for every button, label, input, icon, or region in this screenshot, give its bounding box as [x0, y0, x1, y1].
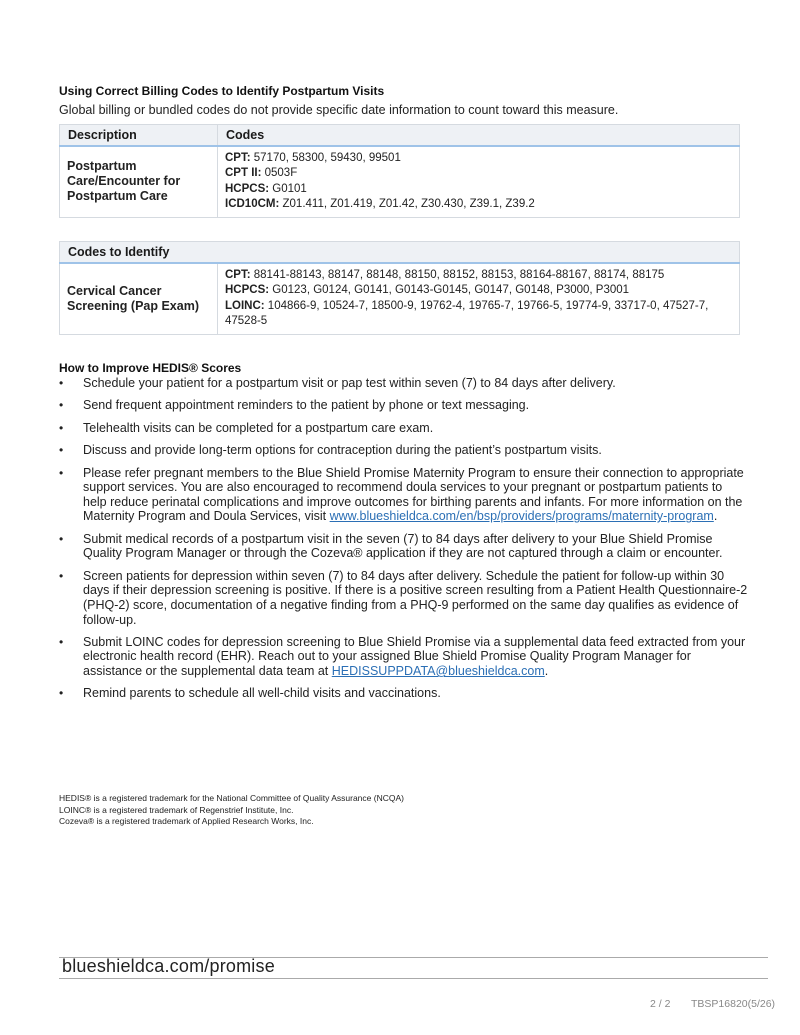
billing-intro: Global billing or bundled codes do not provide specific date information to count toward this measure. — [59, 103, 619, 117]
list-item: • Screen patients for depression within seven (7) to 84 days after delivery. Schedule the patient for follow-up within 30 days if their depression screening is positive. If there is a positive screen resulting from a Patient Health Questionnaire-2 (PHQ-2) score, documentation of a negative finding from a PHQ-9 performed on the same day qualifies as evidence of follow-up. — [59, 568, 748, 627]
bullet-icon: • — [59, 465, 64, 480]
bullet-icon: • — [59, 376, 64, 390]
list-item: • Please refer pregnant members to the Blue Shield Promise Maternity Program to ensure their connection to appropriate support services. You are also encouraged to recommend doula services to your pregnant or postpartum patients to help reduce perinatal complications and improve outcomes for birthing parents and infants. For more information on the Maternity Program and Doula Services, visit www.blueshieldca.com/en/bsp/providers/programs/maternity-program. — [59, 465, 744, 524]
billing-codes-table — [59, 124, 740, 218]
row-codes — [218, 146, 740, 218]
list-item: • Schedule your patient for a postpartum visit or pap test within seven (7) to 84 days after delivery. — [59, 376, 616, 390]
row-codes — [218, 263, 740, 335]
improve-list — [59, 376, 749, 709]
code-line: HCPCS: G0101 — [225, 182, 307, 195]
supplemental-data-email-link[interactable]: HEDISSUPPDATA@blueshieldca.com — [331, 664, 545, 679]
bullet-icon: • — [59, 443, 64, 458]
page-number: 2 / 2 — [650, 998, 671, 1010]
footer-divider-bottom — [59, 978, 768, 979]
footnote: HEDIS® is a registered trademark for the National Committee of Quality Assurance (NCQA) — [59, 793, 404, 803]
list-item: • Submit LOINC codes for depression screening to Blue Shield Promise via a supplemental data feed extracted from your electronic health record (EHR). Reach out to your assigned Blue Shield Promise Quality Program Manager for assistance or the supplemental data team at HEDISSUPPDATA@blueshieldca.com. — [59, 634, 746, 679]
document-code: TBSP16820(5/26) — [691, 998, 776, 1010]
column-header-codes-to-identify: Codes to Identify — [60, 242, 740, 263]
footnote: Cozeva® is a registered trademark of Applied Research Works, Inc. — [59, 816, 314, 826]
column-header-description: Description — [60, 125, 218, 146]
bullet-icon: • — [59, 568, 64, 583]
bullet-icon: • — [59, 398, 64, 413]
code-line: CPT II: 0503F — [225, 167, 298, 179]
row-description: Cervical Cancer Screening (Pap Exam) — [60, 263, 218, 335]
code-line: CPT: 88141-88143, 88147, 88148, 88150, 88152, 88153, 88164-88167, 88174, 88175 — [225, 268, 665, 281]
maternity-program-link[interactable]: www.blueshieldca.com/en/bsp/providers/programs/maternity-program — [329, 509, 714, 524]
list-item: • Remind parents to schedule all well-child visits and vaccinations. — [59, 686, 441, 701]
trademark-footnotes — [59, 793, 404, 828]
code-line: LOINC: 104866-9, 10524-7, 18500-9, 19762-4, 19765-7, 19766-5, 19774-9, 33717-0, 47527-7, 47528-5 — [225, 299, 709, 327]
column-header-codes: Codes — [218, 125, 740, 146]
code-line: ICD10CM: Z01.411, Z01.419, Z01.42, Z30.430, Z39.1, Z39.2 — [225, 198, 535, 210]
billing-heading: Using Correct Billing Codes to Identify Postpartum Visits — [59, 84, 385, 98]
table-row — [60, 263, 740, 335]
code-line: HCPCS: G0123, G0124, G0141, G0143-G0145, G0147, G0148, P3000, P3001 — [225, 284, 630, 296]
cervical-codes-table — [59, 241, 740, 335]
bullet-icon: • — [59, 531, 64, 546]
bullet-icon: • — [59, 634, 64, 649]
list-item: • Submit medical records of a postpartum visit in the seven (7) to 84 days after delivery to your Blue Shield Promise Quality Program Manager or through the Cozeva® application if they are not captured through a claim or encounter. — [59, 531, 723, 561]
code-line: CPT: 57170, 58300, 59430, 99501 — [225, 151, 401, 164]
table-header-row — [60, 125, 740, 146]
list-item: • Discuss and provide long-term options for contraception during the patient’s postpartum visits. — [59, 443, 602, 458]
footnote: LOINC® is a registered trademark of Regenstrief Institute, Inc. — [59, 804, 294, 815]
list-item: • Telehealth visits can be completed for a postpartum care exam. — [59, 420, 434, 435]
table-row — [60, 146, 740, 218]
row-description: Postpartum Care/Encounter for Postpartum Care — [60, 146, 218, 218]
list-item: • Send frequent appointment reminders to the patient by phone or text messaging. — [59, 398, 530, 413]
improve-heading: How to Improve HEDIS® Scores — [59, 361, 242, 375]
bullet-icon: • — [59, 420, 64, 435]
bullet-icon: • — [59, 686, 64, 701]
table-header-row — [60, 242, 740, 263]
footer-url: blueshieldca.com/promise — [62, 956, 275, 976]
